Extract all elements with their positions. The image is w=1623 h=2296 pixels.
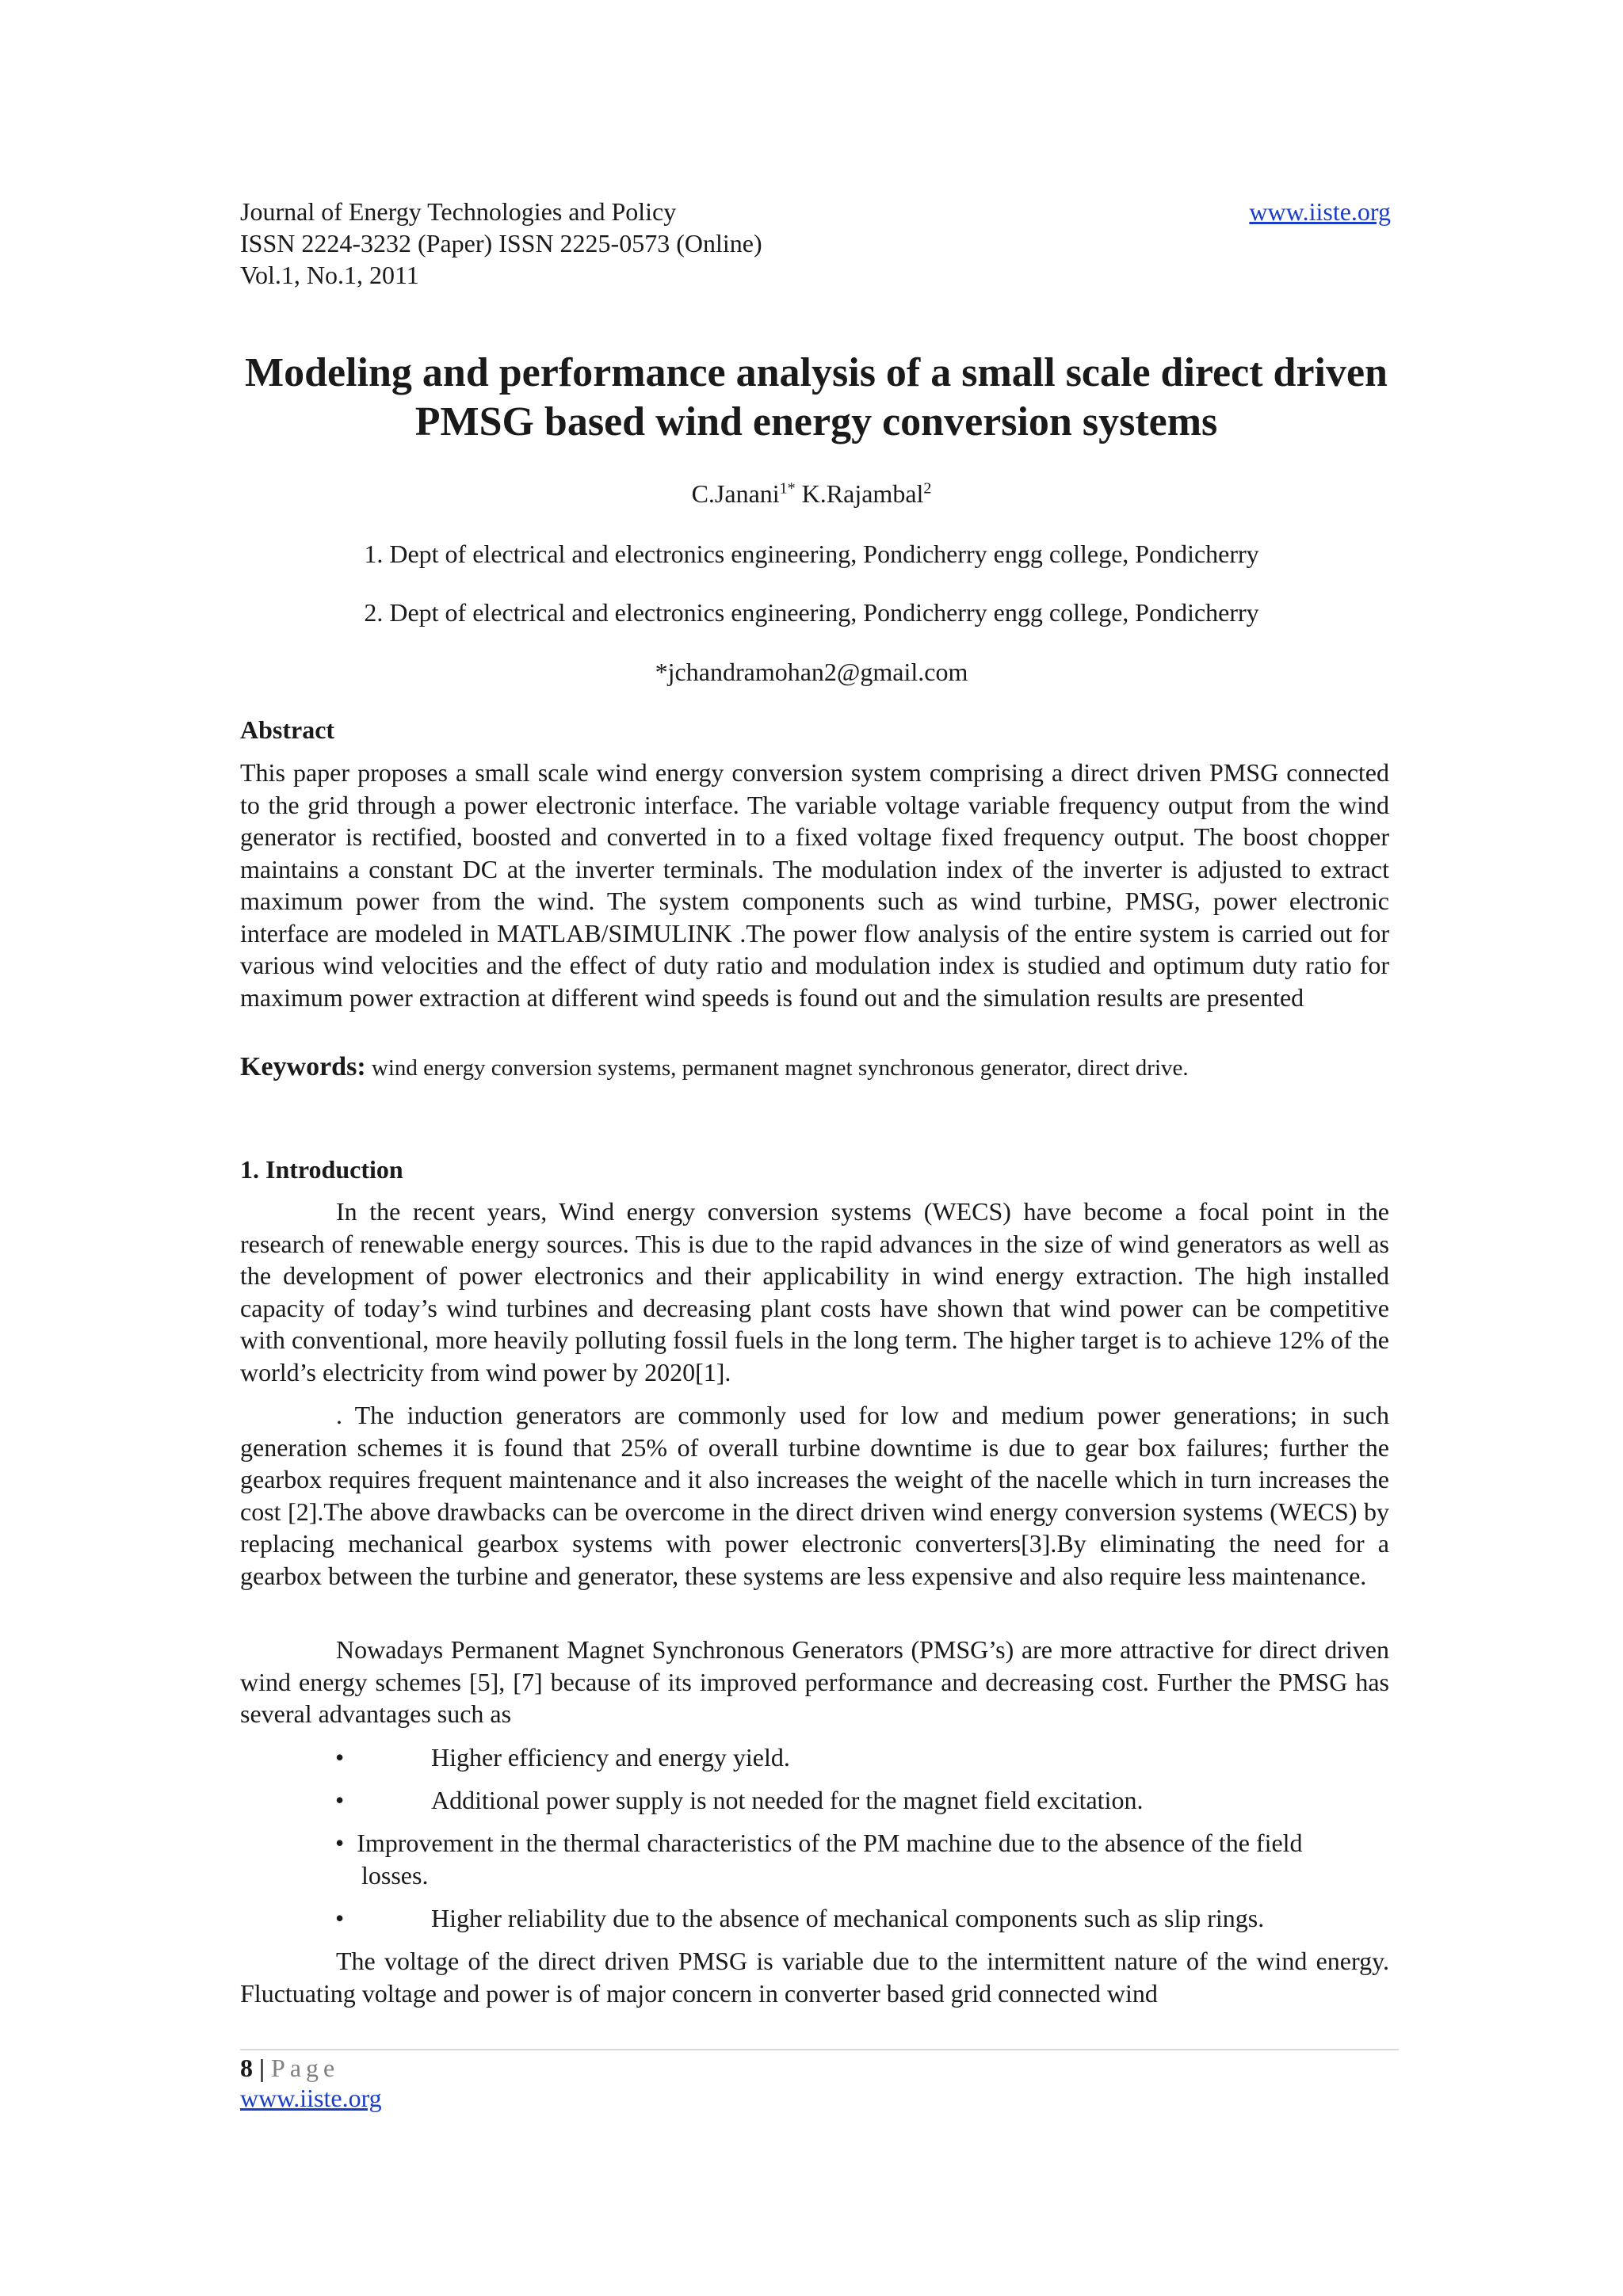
keywords-label: Keywords: [240, 1052, 366, 1081]
abstract-heading: Abstract [240, 715, 335, 744]
list-item-text-continued: losses. [361, 1860, 429, 1890]
header-website-link[interactable]: www.iiste.org [1249, 197, 1391, 226]
page-number-value: 8 [240, 2054, 253, 2082]
page-number [240, 2052, 339, 2084]
intro-paragraph-1: In the recent years, Wind energy conversion systems (WECS) have become a focal point in the research of renewable energy sources. This is due to the rapid advances in the size of wind generators as well as the development of power electronics and their applicability in wind energy extraction. The high installed capacity of today’s wind turbines and decreasing plant costs have shown that wind power can be competitive with conventional, more heavily polluting fossil fuels in the long term. The higher target is to achieve 12% of the world’s electricity from wind power by 2020[1]. [240, 1197, 1389, 1386]
list-item-text: Higher efficiency and energy yield. [431, 1743, 790, 1772]
intro-paragraph-2: . The induction generators are commonly used for low and medium power generations; in such generation schemes it is found that 25% of overall turbine downtime is due to gear box failures; further the gearbox requires frequent maintenance and it also increases the weight of the nacelle which in turn increases the cost [2].The above drawbacks can be overcome in the direct driven wind energy conversion systems (WECS) by replacing mechanical gearbox systems with power electronic converters[3].By eliminating the need for a gearbox between the turbine and generator, these systems are less expensive and also require less maintenance. [240, 1401, 1389, 1590]
volume-line: Vol.1, No.1, 2011 [240, 261, 419, 289]
footer-website-link[interactable]: www.iiste.org [240, 2084, 382, 2112]
abstract-text: This paper proposes a small scale wind energy conversion system comprising a direct driven PMSG connected to the grid through a power electronic interface. The variable voltage variable frequency output from the wind generator is rectified, boosted and converted in to a fixed voltage fixed frequency output. The boost chopper maintains a constant DC at the inverter terminals. The modulation index of the inverter is adjusted to extract maximum power from the wind. The system components such as wind turbine, PMSG, power electronic interface are modeled in MATLAB/SIMULINK .The power flow analysis of the entire system is carried out for various wind velocities and the effect of duty ratio and modulation index is studied and optimum duty ratio for maximum power extraction at different wind speeds is found out and the simulation results are presented [240, 758, 1389, 1012]
author-2: K.Rajambal [795, 479, 924, 508]
bullet-icon: • [335, 1904, 345, 1932]
affiliation-1: 1. Dept of electrical and electronics engineering, Pondicherry engg college, Pondicherry [364, 540, 1259, 568]
list-item-text: Higher reliability due to the absence of mechanical components such as slip rings. [431, 1904, 1265, 1932]
author-1-affiliation-mark: 1* [779, 479, 796, 498]
journal-name: Journal of Energy Technologies and Policy [240, 197, 677, 226]
introduction-heading: 1. Introduction [240, 1155, 403, 1184]
footer-divider [240, 2049, 1399, 2050]
corresponding-email: *jchandramohan2@gmail.com [655, 658, 968, 686]
bullet-icon: • [335, 1786, 345, 1814]
keywords [240, 1051, 1397, 1084]
page-separator: | [253, 2054, 272, 2082]
intro-paragraph-4: The voltage of the direct driven PMSG is variable due to the intermittent nature of the wind energy. Fluctuating voltage and power is of major concern in converter based grid connected wind [240, 1947, 1389, 2008]
issn-line: ISSN 2224-3232 (Paper) ISSN 2225-0573 (Online) [240, 229, 762, 257]
page-label: Page [271, 2054, 340, 2082]
list-item [335, 1827, 1389, 1891]
bullet-icon: • [335, 1829, 345, 1857]
list-item-text: Improvement in the thermal characteristics of the PM machine due to the absence of the field [357, 1829, 1303, 1857]
affiliation-2: 2. Dept of electrical and electronics engineering, Pondicherry engg college, Pondicherry [364, 598, 1259, 627]
author-2-affiliation-mark: 2 [923, 479, 932, 498]
keywords-text: wind energy conversion systems, permanent magnet synchronous generator, direct drive. [365, 1055, 1189, 1081]
author-line [0, 478, 1623, 509]
paper-title: Modeling and performance analysis of a small scale direct driven PMSG based wind energy conversion systems [245, 350, 1388, 444]
author-1: C.Janani [691, 479, 780, 508]
intro-paragraph-3: Nowadays Permanent Magnet Synchronous Generators (PMSG’s) are more attractive for direct driven wind energy schemes [5], [7] because of its improved performance and decreasing cost. Further the PMSG has several advantages such as [240, 1635, 1389, 1728]
bullet-icon: • [335, 1743, 345, 1772]
list-item-text: Additional power supply is not needed for the magnet field excitation. [431, 1786, 1144, 1814]
